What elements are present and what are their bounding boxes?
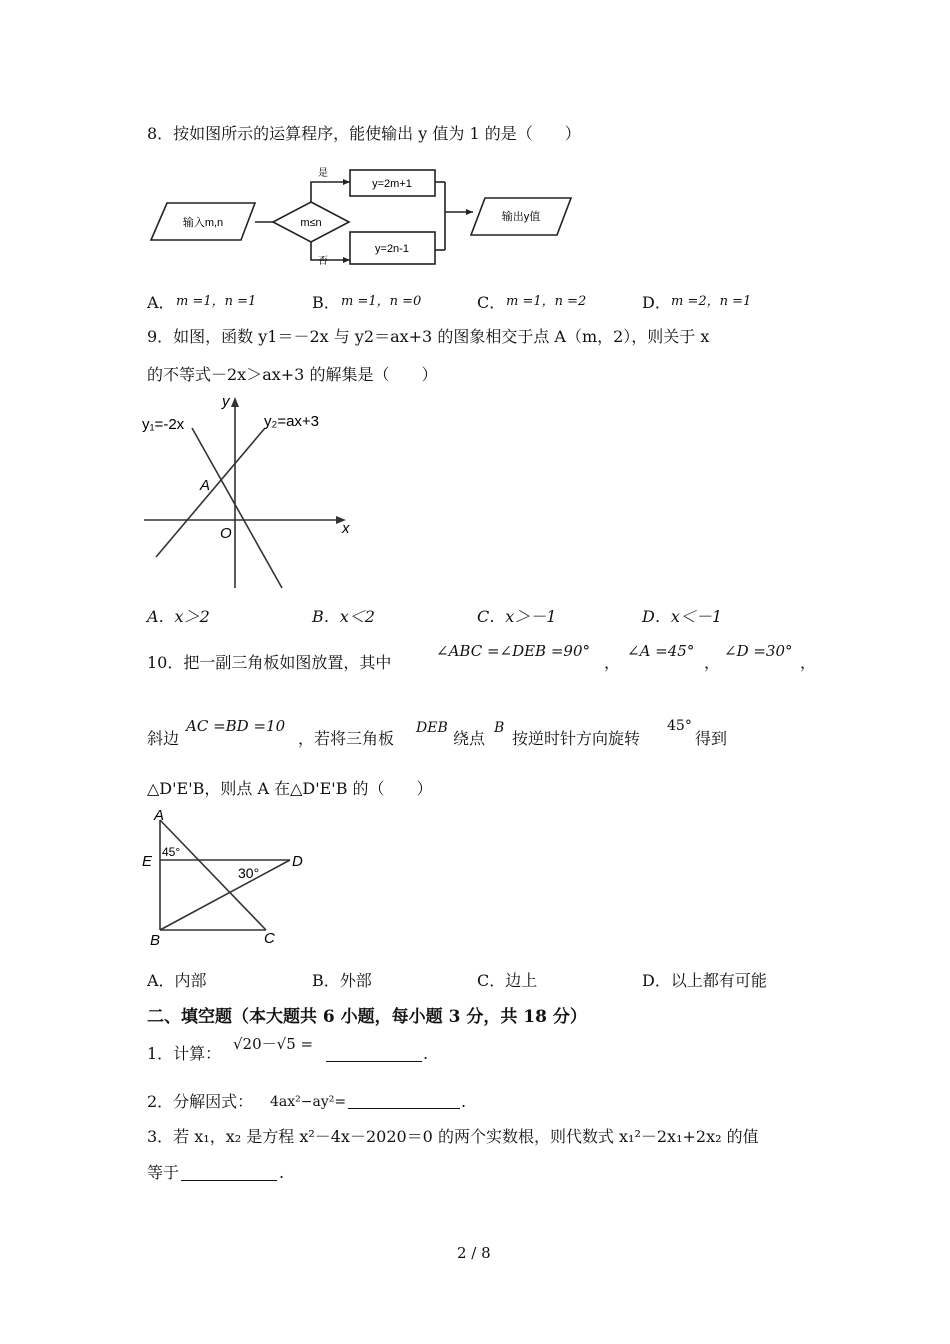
q10-rotation-angle: 45° bbox=[667, 718, 692, 734]
q9-stem-line1: 9．如图，函数 y1＝－2x 与 y2＝ax+3 的图象相交于点 A（m，2），则关于 x bbox=[147, 327, 710, 346]
fig-label-B: B bbox=[150, 932, 161, 948]
q10-angle-d: ∠D =30° bbox=[724, 642, 793, 660]
q10-point-b: B bbox=[494, 720, 505, 736]
fill-3-line2: 等于 bbox=[147, 1163, 180, 1182]
q8-option-b-label: B． bbox=[312, 293, 340, 312]
q10-line2-text-b: ，若将三角板 bbox=[298, 729, 395, 748]
q10-comma-3: ， bbox=[800, 653, 817, 672]
flow-no-tag: 否 bbox=[318, 256, 328, 267]
label-x: x bbox=[342, 520, 350, 537]
section-2-heading: 二、填空题（本大题共 6 小题，每小题 3 分，共 18 分） bbox=[147, 1007, 587, 1027]
q8-flowchart bbox=[145, 160, 585, 270]
q8-option-b-value: m =1，n =0 bbox=[341, 294, 422, 309]
fig-label-C: C bbox=[264, 930, 275, 947]
q9-option-c: C．x＞－1 bbox=[477, 607, 557, 626]
q10-option-c: C．边上 bbox=[477, 971, 538, 990]
fill-1-label: 1．计算： bbox=[147, 1044, 222, 1063]
flow-yes-formula: y=2m+1 bbox=[372, 178, 412, 190]
q10-angle-abc: ∠ABC =∠DEB =90° bbox=[436, 642, 591, 660]
q8-option-c-value: m =1，n =2 bbox=[506, 294, 587, 309]
q9-graph bbox=[140, 392, 365, 592]
fig-label-D: D bbox=[292, 853, 303, 870]
q8-option-a-value: m =1，n =1 bbox=[176, 294, 257, 309]
q10-line1-text: 10．把一副三角板如图放置，其中 bbox=[147, 653, 392, 672]
label-y1: y₁=-2x bbox=[142, 416, 185, 433]
q9-stem-line2: 的不等式－2x＞ax+3 的解集是（ ） bbox=[147, 365, 438, 384]
line-y2 bbox=[156, 428, 265, 557]
flow-yes-tag: 是 bbox=[318, 168, 328, 179]
fill-1-expr: √20－√5 = bbox=[233, 1035, 314, 1053]
q10-line2-text-c: 绕点 bbox=[453, 729, 486, 748]
label-y: y bbox=[222, 393, 230, 410]
q10-triangle-deb: DEB bbox=[416, 720, 448, 736]
fill-1-blank[interactable] bbox=[326, 1047, 422, 1062]
q10-line3: △D'E'B，则点 A 在△D'E'B 的（ ） bbox=[147, 779, 433, 798]
fig-label-A: A bbox=[154, 808, 165, 824]
q10-figure bbox=[140, 808, 310, 948]
q9-option-d: D．x＜－1 bbox=[642, 607, 723, 626]
fill-1-end: . bbox=[423, 1044, 429, 1063]
q10-angle-a: ∠A =45° bbox=[627, 642, 695, 660]
label-A: A bbox=[200, 477, 211, 494]
q10-option-d: D．以上都有可能 bbox=[642, 971, 767, 990]
q10-line2-text-e: 得到 bbox=[695, 729, 728, 748]
fig-angle-30: 30° bbox=[238, 865, 260, 881]
fill-3-line1: 3．若 x₁，x₂ 是方程 x²－4x－2020＝0 的两个实数根，则代数式 x₁²－2x₁+2x₂ 的值 bbox=[147, 1127, 759, 1146]
fill-3-end: . bbox=[279, 1163, 285, 1182]
fill-2-label: 2．分解因式： bbox=[147, 1092, 254, 1111]
flow-output-label: 输出y值 bbox=[501, 211, 541, 223]
q9-option-a: A．x＞2 bbox=[147, 607, 210, 626]
q10-option-a: A．内部 bbox=[147, 971, 207, 990]
flow-no-formula: y=2n-1 bbox=[375, 243, 409, 255]
q8-option-c-label: C． bbox=[477, 293, 506, 312]
fill-3-blank[interactable] bbox=[181, 1166, 277, 1181]
q10-hypotenuse: AC =BD =10 bbox=[186, 717, 286, 735]
label-y2: y₂=ax+3 bbox=[264, 413, 320, 430]
flow-cond-label: m≤n bbox=[300, 217, 322, 229]
fig-angle-45: 45° bbox=[162, 845, 181, 859]
q10-line2-text-a: 斜边 bbox=[147, 729, 180, 748]
fill-2-expr: 4ax²−ay²= bbox=[270, 1094, 347, 1110]
q8-option-d-label: D． bbox=[642, 293, 671, 312]
q10-comma-2: ， bbox=[704, 653, 721, 672]
fig-label-E: E bbox=[142, 853, 153, 870]
flow-input-label: 输入m,n bbox=[182, 217, 224, 229]
q8-option-a-label: A． bbox=[147, 293, 175, 312]
q9-option-b: B．x＜2 bbox=[312, 607, 375, 626]
label-O: O bbox=[220, 525, 232, 542]
fill-2-end: . bbox=[461, 1092, 467, 1111]
q10-comma-1: ， bbox=[604, 653, 621, 672]
q10-line2-text-d: 按逆时针方向旋转 bbox=[512, 729, 641, 748]
q10-option-b: B．外部 bbox=[312, 971, 372, 990]
line-y1 bbox=[192, 428, 282, 588]
fill-2-blank[interactable] bbox=[348, 1094, 460, 1109]
q8-option-d-value: m =2，n =1 bbox=[671, 294, 752, 309]
page-number: 2 / 8 bbox=[457, 1244, 491, 1262]
q8-stem: 8．按如图所示的运算程序，能使输出 y 值为 1 的是（ ） bbox=[147, 124, 581, 143]
